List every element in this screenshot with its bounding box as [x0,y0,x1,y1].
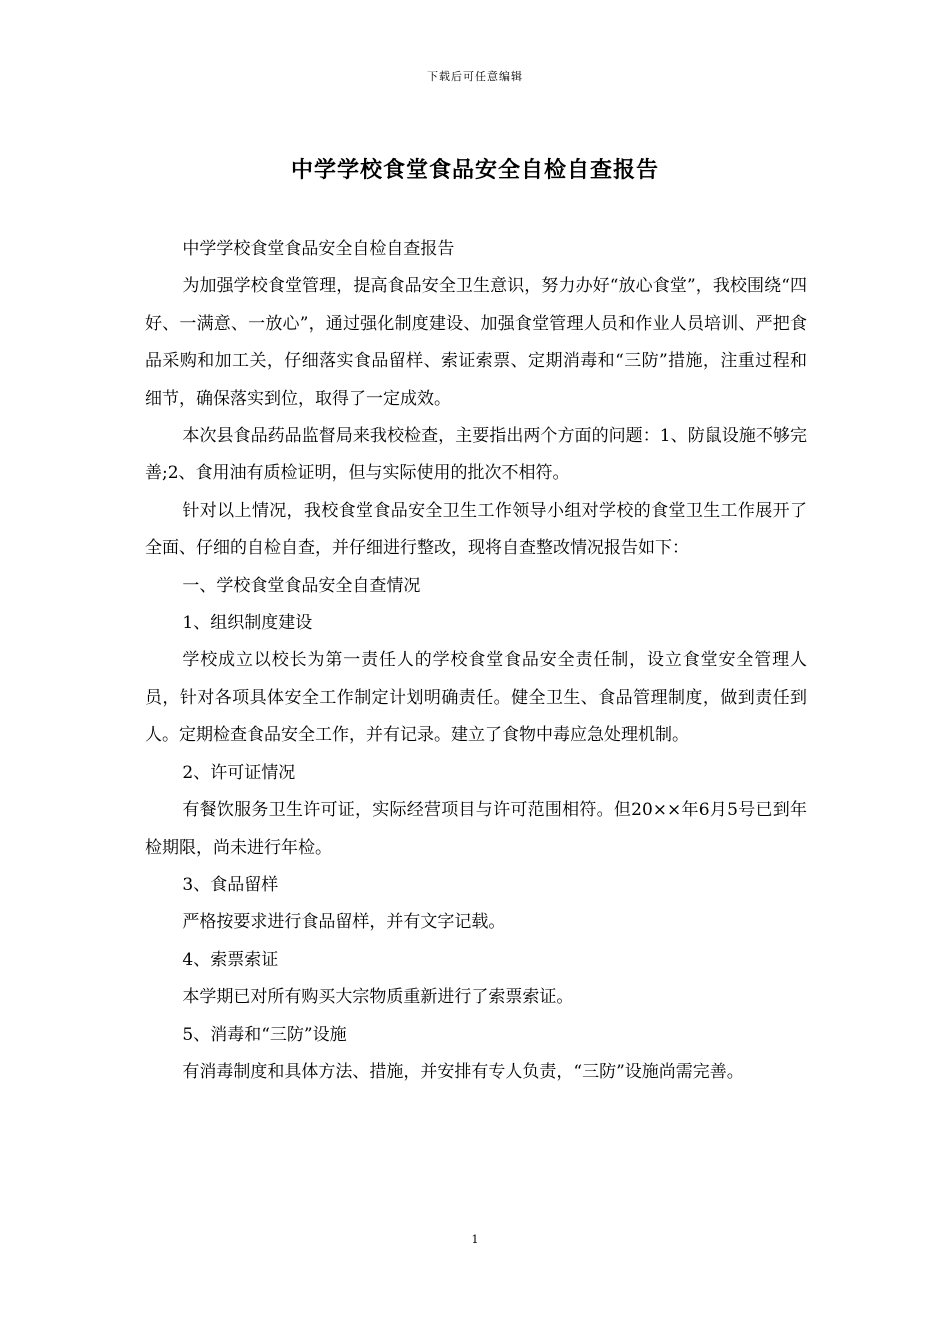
subheading-license: 2、许可证情况 [182,762,296,783]
receipts-paragraph: 本学期已对所有购买大宗物质重新进行了索票索证。 [182,987,574,1008]
header-note: 下载后可任意编辑 [427,70,523,83]
inspection-paragraph: 本次县食品药品监督局来我校检查，主要指出两个方面的问题：1、防鼠设施不够完善;2、食用油有质检证明，但与实际使用的批次不相符。 [145,426,807,484]
page-number: 1 [471,1233,479,1246]
disinfection-paragraph: 有消毒制度和具体方法、措施，并安排有专人负责，“三防”设施尚需完善。 [182,1061,744,1082]
document-title: 中学学校食堂食品安全自检自查报告 [290,157,659,183]
subtitle-paragraph: 中学学校食堂食品安全自检自查报告 [182,239,455,259]
subheading-receipts: 4、索票索证 [182,949,279,970]
subheading-disinfection: 5、消毒和“三防”设施 [182,1024,347,1045]
samples-paragraph: 严格按要求进行食品留样，并有文字记载。 [182,912,506,933]
response-paragraph: 针对以上情况，我校食堂食品安全卫生工作领导小组对学校的食堂卫生工作展开了全面、仔细的自检自查，并仔细进行整改，现将自查整改情况报告如下： [145,500,807,559]
document-body [145,231,807,1091]
intro-paragraph: 为加强学校食堂管理，提高食品安全卫生意识，努力办好“放心食堂”，我校围绕“四好、一满意、一放心”，通过强化制度建设、加强食堂管理人员和作业人员培训、严把食品采购和加工关，仔细落实食品留样、索证索票、定期消毒和“三防”措施，注重过程和细节，确保落实到位，取得了一定成效。 [145,276,807,409]
license-paragraph: 有餐饮服务卫生许可证，实际经营项目与许可范围相符。但20××年6月5号已到年检期限，尚未进行年检。 [145,800,807,858]
section-heading-1: 一、学校食堂食品安全自查情况 [182,575,421,596]
subheading-samples: 3、食品留样 [182,874,279,895]
subheading-organization: 1、组织制度建设 [182,613,313,634]
organization-paragraph: 学校成立以校长为第一责任人的学校食堂食品安全责任制，设立食堂安全管理人员，针对各项具体安全工作制定计划明确责任。健全卫生、食品管理制度，做到责任到人。定期检查食品安全工作，并有记录。建立了食物中毒应急处理机制。 [145,650,807,746]
